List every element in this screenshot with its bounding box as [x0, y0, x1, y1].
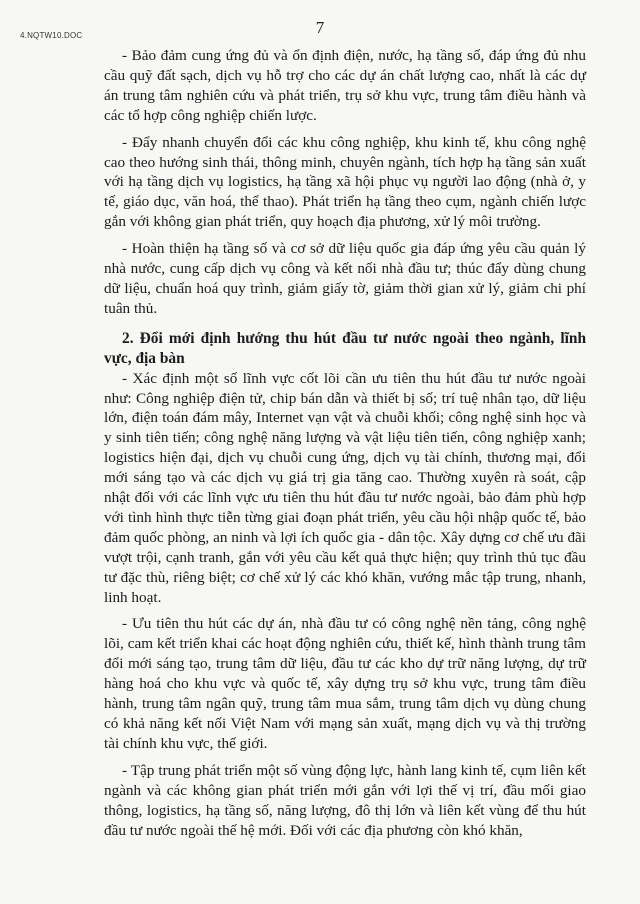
document-body [104, 46, 586, 847]
section-heading: 2. Đổi mới định hướng thu hút đầu tư nước ngoài theo ngành, lĩnh vực, địa bàn [104, 329, 586, 367]
paragraph-growth-regions: - Tập trung phát triển một số vùng động lực, hành lang kinh tế, cụm liên kết ngành và các không gian phát triển mới gắn với lợi thế vị trí, đầu mối giao thông, logistics, hạ tầng số, năng lượng, đô thị lớn và liên kết vùng để thu hút đầu tư nước ngoài thế hệ mới. Đối với các địa phương còn khó khăn, [104, 761, 586, 839]
document-file-id: 4.NQTW10.DOC [20, 31, 83, 40]
paragraph-infrastructure-supply: - Bảo đảm cung ứng đủ và ổn định điện, nước, hạ tầng số, đáp ứng đủ nhu cầu quỹ đất sạch, dịch vụ hỗ trợ cho các dự án chất lượng cao, nhất là các dự án trung tâm nghiên cứu và phát triển, trụ sở khu vực, trung tâm điều hành và các tổ hợp công nghiệp chiến lược. [104, 47, 586, 124]
page-number: 7 [315, 18, 325, 37]
paragraph-industrial-zone-conversion: - Đẩy nhanh chuyển đổi các khu công nghiệp, khu kinh tế, khu công nghệ cao theo hướng sinh thái, thông minh, chuyên ngành, tích hợp hạ tầng sản xuất với hạ tầng dịch vụ logistics, hạ tầng xã hội phục vụ người lao động (nhà ở, y tế, giáo dục, văn hoá, thể thao). Phát triển hạ tầng theo cụm, ngành chiến lược gắn với không gian phát triển, quy hoạch địa phương, xử lý môi trường. [104, 133, 586, 231]
paragraph-priority-projects: - Ưu tiên thu hút các dự án, nhà đầu tư có công nghệ nền tảng, công nghệ lõi, cam kết triển khai các hoạt động nghiên cứu, thiết kế, hình thành trung tâm đổi mới sáng tạo, trung tâm dữ liệu, đầu tư các kho dự trữ năng lượng, dự trữ hàng hoá cho khu vực và quốc tế, xây dựng trụ sở khu vực, trung tâm điều hành, trung tâm ngân quỹ, trung tâm mua sắm, trung tâm dịch vụ dùng chung có khả năng kết nối Việt Nam với mạng sản xuất, mạng dịch vụ và thị trường tài chính khu vực, thế giới. [104, 615, 586, 752]
paragraph-digital-infrastructure: - Hoàn thiện hạ tầng số và cơ sở dữ liệu quốc gia đáp ứng yêu cầu quản lý nhà nước, cung cấp dịch vụ công và kết nối nhà đầu tư; thúc đẩy dùng chung dữ liệu, chuẩn hoá quy trình, giảm giấy tờ, giảm thời gian xử lý, giảm chi phí tuân thủ. [104, 240, 586, 317]
paragraph-priority-sectors: - Xác định một số lĩnh vực cốt lõi cần ưu tiên thu hút đầu tư nước ngoài như: Công nghiệp điện tử, chip bán dẫn và thiết bị số; trí tuệ nhân tạo, dữ liệu lớn, điện toán đám mây, Internet vạn vật và chuỗi khối; công nghệ sinh học và y sinh tiên tiến; công nghệ năng lượng và vật liệu tiên tiến, công nghiệp xanh; logistics hiện đại, dịch vụ chuỗi cung ứng, dịch vụ tài chính, thương mại, đổi mới sáng tạo và các dịch vụ giá trị gia tăng cao. Thường xuyên rà soát, cập nhật đối với các lĩnh vực ưu tiên thu hút đầu tư nước ngoài, bảo đảm phù hợp với tình hình thực tiễn từng giai đoạn phát triển, yêu cầu hội nhập quốc tế, bảo đảm quốc phòng, an ninh và lợi ích quốc gia - dân tộc. Xây dựng cơ chế ưu đãi vượt trội, cạnh tranh, gắn với yêu cầu kết quả thực hiện; quy trình thủ tục đầu tư đặc thù, riêng biệt; cơ chế xử lý các khó khăn, vướng mắc tập trung, nhanh, linh hoạt. [104, 369, 586, 606]
